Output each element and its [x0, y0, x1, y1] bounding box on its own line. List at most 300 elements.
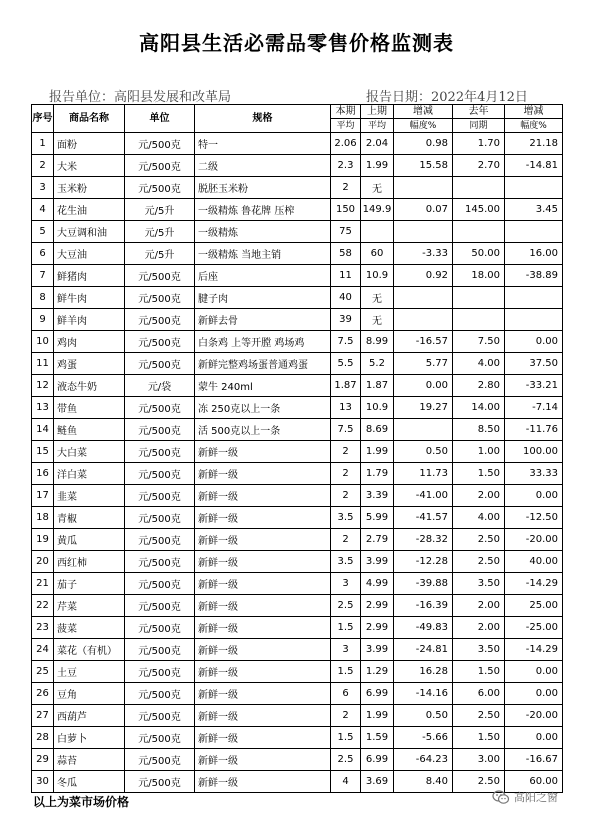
cell-row-number: 28	[32, 727, 54, 749]
cell-unit: 元/袋	[125, 375, 195, 397]
cell-last-year: 2.70	[453, 155, 505, 177]
cell-unit: 元/500克	[125, 771, 195, 793]
cell-product-name: 西红柿	[54, 551, 125, 573]
cell-current-avg: 39	[331, 309, 361, 331]
cell-product-name: 菠菜	[54, 617, 125, 639]
cell-current-avg: 1.5	[331, 727, 361, 749]
cell-yoy-change-pct: 0.00	[505, 727, 563, 749]
cell-row-number: 17	[32, 485, 54, 507]
cell-last-year: 3.00	[453, 749, 505, 771]
cell-current-avg: 4	[331, 771, 361, 793]
cell-previous-avg: 1.79	[361, 463, 394, 485]
cell-row-number: 8	[32, 287, 54, 309]
cell-previous-avg: 1.99	[361, 155, 394, 177]
cell-unit: 元/500克	[125, 573, 195, 595]
table-row	[32, 265, 563, 287]
cell-yoy-change-pct: 0.00	[505, 683, 563, 705]
cell-unit: 元/500克	[125, 727, 195, 749]
cell-row-number: 3	[32, 177, 54, 199]
table-row	[32, 683, 563, 705]
header-seq: 序号	[32, 105, 54, 133]
cell-product-name: 青椒	[54, 507, 125, 529]
cell-yoy-change-pct: -16.67	[505, 749, 563, 771]
cell-change-pct: 16.28	[394, 661, 453, 683]
cell-product-name: 鸡蛋	[54, 353, 125, 375]
cell-yoy-change-pct: -20.00	[505, 529, 563, 551]
cell-unit: 元/500克	[125, 397, 195, 419]
cell-change-pct: -49.83	[394, 617, 453, 639]
cell-row-number: 6	[32, 243, 54, 265]
cell-spec: 一级精炼 鲁花牌 压榨	[195, 199, 331, 221]
cell-last-year: 3.50	[453, 639, 505, 661]
cell-row-number: 21	[32, 573, 54, 595]
report-unit: 报告单位：高阳县发展和改革局	[49, 90, 232, 105]
cell-yoy-change-pct: 37.50	[505, 353, 563, 375]
cell-last-year: 1.50	[453, 463, 505, 485]
cell-spec: 新鲜一级	[195, 727, 331, 749]
cell-previous-avg: 1.59	[361, 727, 394, 749]
header-previous: 上期	[361, 105, 394, 119]
table-row	[32, 419, 563, 441]
cell-last-year: 1.00	[453, 441, 505, 463]
cell-previous-avg: 1.99	[361, 705, 394, 727]
cell-row-number: 1	[32, 133, 54, 155]
cell-unit: 元/500克	[125, 595, 195, 617]
cell-previous-avg: 无	[361, 287, 394, 309]
cell-yoy-change-pct: 25.00	[505, 595, 563, 617]
table-row	[32, 529, 563, 551]
footer-note: 以上为菜市场价格	[33, 795, 130, 809]
cell-spec: 脱胚玉米粉	[195, 177, 331, 199]
cell-row-number: 25	[32, 661, 54, 683]
cell-previous-avg: 149.9	[361, 199, 394, 221]
cell-change-pct: 0.50	[394, 441, 453, 463]
cell-spec: 一级精炼	[195, 221, 331, 243]
cell-last-year: 3.50	[453, 573, 505, 595]
cell-yoy-change-pct: 0.00	[505, 661, 563, 683]
cell-change-pct: -12.28	[394, 551, 453, 573]
cell-unit: 元/500克	[125, 661, 195, 683]
cell-current-avg: 2.5	[331, 595, 361, 617]
cell-last-year: 4.00	[453, 353, 505, 375]
cell-row-number: 18	[32, 507, 54, 529]
cell-current-avg: 75	[331, 221, 361, 243]
cell-current-avg: 1.5	[331, 617, 361, 639]
cell-last-year: 1.50	[453, 727, 505, 749]
cell-spec: 新鲜一级	[195, 661, 331, 683]
cell-current-avg: 2.5	[331, 749, 361, 771]
cell-last-year: 50.00	[453, 243, 505, 265]
header-name: 商品名称	[54, 105, 125, 133]
header-last-year: 去年	[453, 105, 505, 119]
table-row	[32, 133, 563, 155]
cell-previous-avg: 2.99	[361, 595, 394, 617]
cell-spec: 特一	[195, 133, 331, 155]
cell-row-number: 14	[32, 419, 54, 441]
cell-spec: 新鲜一级	[195, 595, 331, 617]
table-row	[32, 749, 563, 771]
cell-yoy-change-pct	[505, 221, 563, 243]
cell-spec: 新鲜一级	[195, 573, 331, 595]
cell-spec: 新鲜一级	[195, 441, 331, 463]
cell-previous-avg: 2.99	[361, 617, 394, 639]
cell-spec: 新鲜一级	[195, 683, 331, 705]
cell-previous-avg: 6.99	[361, 683, 394, 705]
cell-spec: 新鲜一级	[195, 617, 331, 639]
table-row	[32, 573, 563, 595]
cell-last-year: 2.50	[453, 529, 505, 551]
cell-last-year: 2.50	[453, 771, 505, 793]
cell-current-avg: 3	[331, 573, 361, 595]
header-current: 本期	[331, 105, 361, 119]
report-date: 报告日期：2022年4月12日	[366, 90, 528, 105]
cell-yoy-change-pct: 33.33	[505, 463, 563, 485]
cell-last-year: 14.00	[453, 397, 505, 419]
cell-yoy-change-pct: 16.00	[505, 243, 563, 265]
cell-yoy-change-pct: 0.00	[505, 485, 563, 507]
cell-current-avg: 3.5	[331, 551, 361, 573]
wechat-icon	[492, 790, 510, 805]
watermark-text: 高阳之窗	[514, 791, 558, 804]
cell-product-name: 豆角	[54, 683, 125, 705]
cell-spec: 蒙牛 240ml	[195, 375, 331, 397]
cell-current-avg: 2.3	[331, 155, 361, 177]
cell-previous-avg: 10.9	[361, 265, 394, 287]
cell-change-pct	[394, 287, 453, 309]
cell-product-name: 鲜牛肉	[54, 287, 125, 309]
cell-product-name: 大米	[54, 155, 125, 177]
cell-previous-avg: 1.99	[361, 441, 394, 463]
cell-current-avg: 1.87	[331, 375, 361, 397]
cell-unit: 元/500克	[125, 529, 195, 551]
cell-spec: 腱子肉	[195, 287, 331, 309]
cell-previous-avg: 3.39	[361, 485, 394, 507]
cell-row-number: 11	[32, 353, 54, 375]
cell-change-pct	[394, 419, 453, 441]
cell-previous-avg: 3.99	[361, 551, 394, 573]
cell-product-name: 茄子	[54, 573, 125, 595]
cell-row-number: 16	[32, 463, 54, 485]
cell-product-name: 面粉	[54, 133, 125, 155]
cell-last-year: 2.50	[453, 705, 505, 727]
cell-last-year: 2.00	[453, 617, 505, 639]
cell-change-pct: 8.40	[394, 771, 453, 793]
cell-last-year	[453, 309, 505, 331]
table-row	[32, 155, 563, 177]
cell-yoy-change-pct: -14.29	[505, 573, 563, 595]
cell-previous-avg: 5.2	[361, 353, 394, 375]
cell-unit: 元/500克	[125, 309, 195, 331]
cell-previous-avg: 3.69	[361, 771, 394, 793]
cell-yoy-change-pct: 60.00	[505, 771, 563, 793]
table-row	[32, 463, 563, 485]
cell-previous-avg: 6.99	[361, 749, 394, 771]
cell-product-name: 鲜猪肉	[54, 265, 125, 287]
cell-row-number: 10	[32, 331, 54, 353]
cell-previous-avg: 1.87	[361, 375, 394, 397]
cell-row-number: 4	[32, 199, 54, 221]
cell-unit: 元/5升	[125, 243, 195, 265]
cell-spec: 新鲜一级	[195, 771, 331, 793]
table-row	[32, 639, 563, 661]
cell-product-name: 韭菜	[54, 485, 125, 507]
cell-current-avg: 7.5	[331, 331, 361, 353]
cell-unit: 元/500克	[125, 683, 195, 705]
cell-last-year: 1.50	[453, 661, 505, 683]
cell-row-number: 26	[32, 683, 54, 705]
cell-change-pct: 0.92	[394, 265, 453, 287]
cell-previous-avg: 8.99	[361, 331, 394, 353]
cell-current-avg: 2	[331, 705, 361, 727]
cell-previous-avg: 3.99	[361, 639, 394, 661]
header-yoy-change: 增减	[505, 105, 563, 119]
cell-product-name: 菜花（有机）	[54, 639, 125, 661]
cell-previous-avg: 4.99	[361, 573, 394, 595]
cell-last-year: 2.50	[453, 551, 505, 573]
cell-product-name: 大豆油	[54, 243, 125, 265]
cell-last-year: 2.80	[453, 375, 505, 397]
header-current-sub: 平均	[331, 119, 361, 133]
cell-yoy-change-pct	[505, 309, 563, 331]
cell-yoy-change-pct	[505, 287, 563, 309]
header-previous-sub: 平均	[361, 119, 394, 133]
cell-yoy-change-pct: -11.76	[505, 419, 563, 441]
cell-current-avg: 3	[331, 639, 361, 661]
header-unit: 单位	[125, 105, 195, 133]
table-row	[32, 331, 563, 353]
table-row	[32, 595, 563, 617]
cell-row-number: 23	[32, 617, 54, 639]
table-row	[32, 727, 563, 749]
cell-yoy-change-pct: -7.14	[505, 397, 563, 419]
cell-unit: 元/500克	[125, 177, 195, 199]
cell-product-name: 鸡肉	[54, 331, 125, 353]
cell-change-pct: 0.98	[394, 133, 453, 155]
table-row	[32, 661, 563, 683]
cell-change-pct: -28.32	[394, 529, 453, 551]
header-spec: 规格	[195, 105, 331, 133]
cell-row-number: 5	[32, 221, 54, 243]
cell-yoy-change-pct: 40.00	[505, 551, 563, 573]
watermark	[492, 789, 558, 805]
cell-current-avg: 3.5	[331, 507, 361, 529]
cell-change-pct: -5.66	[394, 727, 453, 749]
cell-yoy-change-pct: -14.81	[505, 155, 563, 177]
cell-last-year	[453, 221, 505, 243]
cell-change-pct: 0.07	[394, 199, 453, 221]
price-table	[31, 104, 563, 793]
table-row	[32, 705, 563, 727]
cell-product-name: 鲜羊肉	[54, 309, 125, 331]
cell-change-pct: -41.57	[394, 507, 453, 529]
cell-current-avg: 2	[331, 463, 361, 485]
table-row	[32, 551, 563, 573]
cell-product-name: 大豆调和油	[54, 221, 125, 243]
cell-change-pct: -41.00	[394, 485, 453, 507]
cell-spec: 白条鸡 上等开膛 鸡场鸡	[195, 331, 331, 353]
cell-current-avg: 40	[331, 287, 361, 309]
table-row	[32, 199, 563, 221]
cell-current-avg: 2	[331, 529, 361, 551]
cell-spec: 新鲜一级	[195, 529, 331, 551]
cell-change-pct	[394, 221, 453, 243]
cell-current-avg: 2	[331, 441, 361, 463]
cell-yoy-change-pct: -25.00	[505, 617, 563, 639]
cell-product-name: 洋白菜	[54, 463, 125, 485]
cell-change-pct: 0.50	[394, 705, 453, 727]
cell-last-year: 7.50	[453, 331, 505, 353]
cell-yoy-change-pct: 21.18	[505, 133, 563, 155]
cell-spec: 新鲜一级	[195, 551, 331, 573]
cell-unit: 元/500克	[125, 155, 195, 177]
cell-row-number: 13	[32, 397, 54, 419]
cell-current-avg: 1.5	[331, 661, 361, 683]
cell-row-number: 12	[32, 375, 54, 397]
cell-spec: 后座	[195, 265, 331, 287]
cell-current-avg: 2.06	[331, 133, 361, 155]
cell-yoy-change-pct: -14.29	[505, 639, 563, 661]
cell-row-number: 19	[32, 529, 54, 551]
table-row	[32, 617, 563, 639]
cell-yoy-change-pct: -33.21	[505, 375, 563, 397]
cell-spec: 新鲜一级	[195, 463, 331, 485]
cell-row-number: 24	[32, 639, 54, 661]
cell-spec: 二级	[195, 155, 331, 177]
cell-last-year: 18.00	[453, 265, 505, 287]
page-title: 高阳县生活必需品零售价格监测表	[139, 31, 454, 55]
cell-product-name: 芹菜	[54, 595, 125, 617]
cell-last-year: 6.00	[453, 683, 505, 705]
table-row	[32, 485, 563, 507]
cell-previous-avg: 10.9	[361, 397, 394, 419]
cell-unit: 元/500克	[125, 705, 195, 727]
cell-product-name: 土豆	[54, 661, 125, 683]
cell-product-name: 蒜苔	[54, 749, 125, 771]
cell-unit: 元/500克	[125, 331, 195, 353]
cell-spec: 冻 250克以上一条	[195, 397, 331, 419]
cell-previous-avg	[361, 221, 394, 243]
cell-row-number: 22	[32, 595, 54, 617]
cell-change-pct: 0.00	[394, 375, 453, 397]
cell-unit: 元/500克	[125, 419, 195, 441]
cell-last-year: 145.00	[453, 199, 505, 221]
cell-unit: 元/5升	[125, 199, 195, 221]
cell-unit: 元/500克	[125, 265, 195, 287]
cell-spec: 活 500克以上一条	[195, 419, 331, 441]
cell-previous-avg: 1.29	[361, 661, 394, 683]
cell-product-name: 大白菜	[54, 441, 125, 463]
cell-current-avg: 150	[331, 199, 361, 221]
table-row	[32, 221, 563, 243]
cell-last-year	[453, 177, 505, 199]
cell-unit: 元/500克	[125, 485, 195, 507]
cell-previous-avg: 无	[361, 309, 394, 331]
cell-yoy-change-pct: 0.00	[505, 331, 563, 353]
cell-current-avg: 2	[331, 485, 361, 507]
cell-previous-avg: 2.79	[361, 529, 394, 551]
header-change-sub: 幅度%	[394, 119, 453, 133]
cell-row-number: 9	[32, 309, 54, 331]
cell-change-pct: -16.39	[394, 595, 453, 617]
table-row	[32, 397, 563, 419]
cell-spec: 一级精炼 当地主销	[195, 243, 331, 265]
cell-change-pct: 5.77	[394, 353, 453, 375]
header-yoy-change-sub: 幅度%	[505, 119, 563, 133]
table-row	[32, 177, 563, 199]
cell-unit: 元/500克	[125, 749, 195, 771]
cell-row-number: 20	[32, 551, 54, 573]
table-row	[32, 507, 563, 529]
header-change: 增减	[394, 105, 453, 119]
table-row	[32, 287, 563, 309]
cell-current-avg: 13	[331, 397, 361, 419]
cell-product-name: 鲢鱼	[54, 419, 125, 441]
cell-unit: 元/500克	[125, 551, 195, 573]
cell-yoy-change-pct	[505, 177, 563, 199]
cell-unit: 元/5升	[125, 221, 195, 243]
cell-yoy-change-pct: 100.00	[505, 441, 563, 463]
cell-product-name: 黄瓜	[54, 529, 125, 551]
cell-change-pct: -3.33	[394, 243, 453, 265]
cell-row-number: 27	[32, 705, 54, 727]
cell-product-name: 玉米粉	[54, 177, 125, 199]
cell-current-avg: 5.5	[331, 353, 361, 375]
cell-change-pct: -24.81	[394, 639, 453, 661]
cell-current-avg: 2	[331, 177, 361, 199]
cell-product-name: 白萝卜	[54, 727, 125, 749]
cell-row-number: 29	[32, 749, 54, 771]
cell-product-name: 西葫芦	[54, 705, 125, 727]
cell-spec: 新鲜一级	[195, 749, 331, 771]
table-row	[32, 441, 563, 463]
cell-change-pct: -14.16	[394, 683, 453, 705]
cell-current-avg: 11	[331, 265, 361, 287]
cell-previous-avg: 无	[361, 177, 394, 199]
cell-spec: 新鲜一级	[195, 507, 331, 529]
cell-product-name: 带鱼	[54, 397, 125, 419]
cell-last-year: 4.00	[453, 507, 505, 529]
cell-current-avg: 6	[331, 683, 361, 705]
cell-change-pct: -64.23	[394, 749, 453, 771]
cell-unit: 元/500克	[125, 353, 195, 375]
cell-last-year	[453, 287, 505, 309]
table-row	[32, 243, 563, 265]
table-row	[32, 771, 563, 793]
header-last-year-sub: 同期	[453, 119, 505, 133]
cell-last-year: 1.70	[453, 133, 505, 155]
cell-unit: 元/500克	[125, 133, 195, 155]
table-row	[32, 353, 563, 375]
cell-change-pct	[394, 177, 453, 199]
cell-spec: 新鲜一级	[195, 639, 331, 661]
cell-change-pct	[394, 309, 453, 331]
cell-spec: 新鲜一级	[195, 485, 331, 507]
cell-unit: 元/500克	[125, 617, 195, 639]
cell-row-number: 15	[32, 441, 54, 463]
cell-yoy-change-pct: -12.50	[505, 507, 563, 529]
cell-product-name: 液态牛奶	[54, 375, 125, 397]
cell-change-pct: 11.73	[394, 463, 453, 485]
cell-current-avg: 7.5	[331, 419, 361, 441]
cell-change-pct: 19.27	[394, 397, 453, 419]
cell-previous-avg: 5.99	[361, 507, 394, 529]
cell-previous-avg: 60	[361, 243, 394, 265]
cell-spec: 新鲜一级	[195, 705, 331, 727]
cell-unit: 元/500克	[125, 441, 195, 463]
cell-row-number: 7	[32, 265, 54, 287]
cell-yoy-change-pct: 3.45	[505, 199, 563, 221]
cell-previous-avg: 8.69	[361, 419, 394, 441]
